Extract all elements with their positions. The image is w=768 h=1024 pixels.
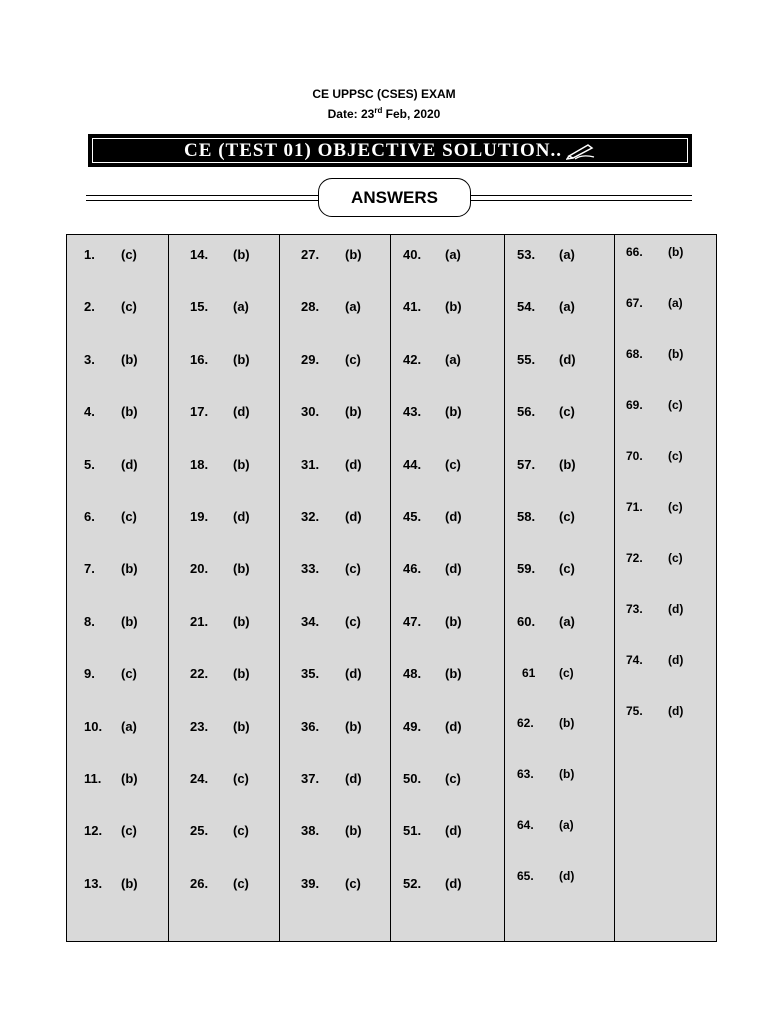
question-number: 30.	[301, 404, 320, 420]
answer-option: (a)	[559, 613, 575, 629]
answer-option: (b)	[345, 718, 362, 734]
question-number: 27.	[301, 247, 320, 262]
answers-heading: ANSWERS	[318, 178, 471, 217]
answer-option: (d)	[559, 351, 576, 367]
column-divider	[168, 235, 169, 941]
answer-item	[301, 718, 362, 734]
answer-item	[626, 245, 684, 259]
answer-item	[84, 404, 138, 420]
answer-item	[522, 666, 574, 681]
answer-option: (c)	[559, 666, 574, 681]
date-superscript: rd	[374, 106, 383, 115]
answer-option: (b)	[233, 613, 250, 629]
answer-item	[301, 404, 362, 420]
answer-option: (a)	[559, 299, 575, 315]
answer-item	[517, 716, 575, 730]
answer-option: (b)	[668, 245, 684, 259]
answer-item	[517, 613, 575, 629]
question-number: 74.	[626, 653, 643, 667]
answer-option: (b)	[121, 771, 138, 786]
answer-option: (a)	[345, 299, 361, 315]
answer-item	[517, 299, 575, 315]
answer-item	[403, 875, 462, 891]
question-number: 69.	[626, 398, 643, 412]
question-number: 54.	[517, 299, 536, 315]
question-number: 22.	[190, 666, 209, 682]
answer-option: (a)	[445, 351, 461, 367]
exam-date	[0, 106, 768, 121]
question-number: 11.	[84, 771, 102, 786]
answer-item	[190, 823, 249, 839]
question-number: 59.	[517, 561, 536, 577]
answer-option: (b)	[445, 299, 462, 315]
question-number: 5.	[84, 456, 95, 472]
question-number: 40.	[403, 247, 422, 262]
answer-item	[403, 666, 462, 682]
answer-item	[301, 666, 362, 682]
answer-option: (c)	[345, 561, 361, 577]
answer-item	[403, 299, 462, 315]
answer-option: (d)	[121, 456, 138, 472]
answer-item	[84, 666, 137, 682]
question-number: 1.	[84, 247, 95, 262]
answer-option: (c)	[445, 456, 461, 472]
answer-item	[84, 823, 137, 839]
answer-item	[517, 509, 575, 524]
answer-option: (d)	[668, 704, 684, 718]
answer-item	[403, 456, 461, 472]
answer-item	[403, 351, 461, 367]
question-number: 39.	[301, 875, 320, 891]
question-number: 4.	[84, 404, 95, 420]
answer-item	[626, 602, 684, 616]
answer-option: (a)	[445, 247, 461, 262]
answer-option: (c)	[668, 500, 683, 514]
question-number: 48.	[403, 666, 422, 682]
answer-option: (c)	[121, 666, 137, 682]
answer-item	[301, 299, 361, 315]
question-number: 12.	[84, 823, 103, 839]
answer-item	[517, 869, 575, 883]
answer-item	[84, 351, 138, 367]
answer-option: (b)	[559, 456, 576, 472]
answer-item	[626, 704, 684, 718]
answer-item	[626, 449, 683, 463]
answer-option: (d)	[345, 509, 362, 524]
answer-grid	[66, 234, 717, 942]
answer-item	[403, 247, 461, 262]
answer-item	[517, 456, 576, 472]
answer-item	[84, 299, 137, 315]
answer-option: (d)	[445, 561, 462, 577]
answer-item	[403, 718, 462, 734]
answer-option: (b)	[445, 613, 462, 629]
answer-option: (c)	[668, 449, 683, 463]
answer-item	[84, 561, 138, 577]
answer-item	[517, 818, 574, 832]
question-number: 70.	[626, 449, 643, 463]
answer-item	[626, 347, 684, 361]
answer-item	[403, 561, 462, 577]
answer-option: (b)	[233, 456, 250, 472]
answer-item	[190, 351, 250, 367]
question-number: 21.	[190, 613, 209, 629]
answer-item	[190, 666, 250, 682]
question-number: 16.	[190, 351, 209, 367]
question-number: 60.	[517, 613, 536, 629]
answer-option: (d)	[668, 602, 684, 616]
exam-title: CE UPPSC (CSES) EXAM	[312, 87, 456, 101]
answer-item	[517, 351, 576, 367]
answer-option: (a)	[668, 296, 683, 310]
answer-option: (b)	[233, 718, 250, 734]
question-number: 9.	[84, 666, 95, 682]
answer-item	[190, 875, 249, 891]
question-number: 72.	[626, 551, 643, 565]
answer-item	[190, 404, 250, 420]
question-number: 38.	[301, 823, 320, 839]
question-number: 25.	[190, 823, 209, 839]
question-number: 63.	[517, 767, 534, 781]
answer-option: (d)	[445, 823, 462, 839]
question-number: 47.	[403, 613, 422, 629]
answer-option: (d)	[445, 875, 462, 891]
answer-option: (c)	[559, 404, 575, 420]
question-number: 10.	[84, 718, 103, 734]
question-number: 36.	[301, 718, 320, 734]
answer-item	[190, 771, 249, 786]
question-number: 58.	[517, 509, 536, 524]
answer-item	[403, 771, 461, 786]
answer-option: (b)	[345, 247, 362, 262]
answer-option: (b)	[233, 666, 250, 682]
question-number: 51.	[403, 823, 422, 839]
answer-item	[190, 247, 250, 262]
answer-option: (c)	[559, 509, 575, 524]
answer-option: (b)	[121, 351, 138, 367]
answer-option: (a)	[121, 718, 137, 734]
column-divider	[614, 235, 615, 941]
answer-item	[190, 561, 250, 577]
answer-option: (c)	[121, 823, 137, 839]
question-number: 55.	[517, 351, 536, 367]
answer-option: (d)	[445, 509, 462, 524]
question-number: 19.	[190, 509, 209, 524]
answer-item	[190, 299, 249, 315]
answer-item	[517, 404, 575, 420]
question-number: 32.	[301, 509, 320, 524]
answer-option: (c)	[668, 398, 683, 412]
answer-item	[84, 613, 138, 629]
answer-option: (a)	[559, 818, 574, 832]
answer-item	[403, 823, 462, 839]
answer-option: (d)	[233, 509, 250, 524]
question-number: 71.	[626, 500, 643, 514]
answer-item	[301, 509, 362, 524]
answer-option: (b)	[233, 247, 250, 262]
pen-writing-icon	[566, 142, 596, 160]
answer-option: (c)	[345, 613, 361, 629]
question-number: 18.	[190, 456, 209, 472]
answer-option: (d)	[233, 404, 250, 420]
answer-item	[517, 247, 575, 262]
answer-item	[84, 875, 138, 891]
question-number: 75.	[626, 704, 643, 718]
answer-item	[301, 247, 362, 262]
question-number: 66.	[626, 245, 643, 259]
question-number: 57.	[517, 456, 536, 472]
answer-option: (d)	[345, 456, 362, 472]
answer-option: (d)	[559, 869, 575, 883]
question-number: 49.	[403, 718, 422, 734]
answer-item	[84, 718, 137, 734]
question-number: 37.	[301, 771, 320, 786]
question-number: 42.	[403, 351, 422, 367]
answer-item	[301, 561, 361, 577]
answer-option: (d)	[345, 771, 362, 786]
answer-item	[84, 771, 138, 786]
answer-item	[403, 613, 462, 629]
answer-option: (d)	[445, 718, 462, 734]
answer-item	[84, 456, 138, 472]
answer-option: (b)	[559, 716, 575, 730]
question-number: 44.	[403, 456, 422, 472]
question-number: 26.	[190, 875, 209, 891]
answer-item	[190, 718, 250, 734]
answer-item	[517, 561, 575, 577]
answer-item	[403, 404, 462, 420]
answer-option: (d)	[345, 666, 362, 682]
answer-option: (a)	[559, 247, 575, 262]
question-number: 50.	[403, 771, 422, 786]
question-number: 52.	[403, 875, 422, 891]
question-number: 61	[522, 666, 536, 681]
answer-item	[403, 509, 462, 524]
answer-option: (c)	[121, 247, 137, 262]
question-number: 45.	[403, 509, 422, 524]
answer-option: (d)	[668, 653, 684, 667]
question-number: 24.	[190, 771, 209, 786]
answer-option: (c)	[233, 823, 249, 839]
answer-item	[626, 296, 683, 310]
date-prefix: Date: 23	[327, 107, 375, 121]
answer-option: (b)	[668, 347, 684, 361]
question-number: 6.	[84, 509, 95, 524]
question-number: 68.	[626, 347, 643, 361]
answer-item	[84, 509, 137, 524]
answer-option: (c)	[233, 771, 249, 786]
question-number: 20.	[190, 561, 209, 577]
answer-option: (c)	[345, 875, 361, 891]
question-number: 65.	[517, 869, 534, 883]
answer-option: (b)	[121, 404, 138, 420]
column-divider	[504, 235, 505, 941]
column-divider	[279, 235, 280, 941]
date-suffix: Feb, 2020	[382, 107, 441, 121]
question-number: 2.	[84, 299, 95, 315]
question-number: 53.	[517, 247, 536, 262]
question-number: 7.	[84, 561, 95, 577]
answer-item	[626, 398, 683, 412]
answer-option: (b)	[345, 823, 362, 839]
answer-item	[301, 823, 362, 839]
answer-option: (b)	[121, 613, 138, 629]
answer-item	[190, 613, 250, 629]
answer-item	[190, 456, 250, 472]
question-number: 62.	[517, 716, 534, 730]
question-number: 23.	[190, 718, 209, 734]
question-number: 56.	[517, 404, 536, 420]
answer-option: (c)	[233, 875, 249, 891]
question-number: 28.	[301, 299, 320, 315]
banner-frame	[92, 138, 688, 163]
answer-option: (b)	[345, 404, 362, 420]
answer-item	[301, 456, 362, 472]
question-number: 17.	[190, 404, 209, 420]
answer-option: (c)	[559, 561, 575, 577]
question-number: 73.	[626, 602, 643, 616]
question-number: 46.	[403, 561, 422, 577]
answer-option: (c)	[121, 299, 137, 315]
answer-item	[301, 875, 361, 891]
answer-option: (b)	[559, 767, 575, 781]
question-number: 67.	[626, 296, 643, 310]
answer-item	[301, 771, 362, 786]
question-number: 3.	[84, 351, 95, 367]
question-number: 34.	[301, 613, 320, 629]
column-divider	[390, 235, 391, 941]
question-number: 31.	[301, 456, 320, 472]
answer-option: (b)	[445, 404, 462, 420]
answer-option: (b)	[121, 875, 138, 891]
answer-option: (c)	[121, 509, 137, 524]
answer-item	[517, 767, 575, 781]
answer-option: (b)	[121, 561, 138, 577]
answer-item	[84, 247, 137, 262]
question-number: 33.	[301, 561, 320, 577]
answer-item	[626, 500, 683, 514]
answer-item	[626, 653, 684, 667]
banner-title: CE (TEST 01) OBJECTIVE SOLUTION..	[184, 139, 562, 161]
question-number: 43.	[403, 404, 422, 420]
answer-option: (c)	[668, 551, 683, 565]
answer-option: (c)	[345, 351, 361, 367]
answer-option: (b)	[233, 561, 250, 577]
question-number: 64.	[517, 818, 534, 832]
question-number: 14.	[190, 247, 209, 262]
question-number: 8.	[84, 613, 95, 629]
answer-option: (c)	[445, 771, 461, 786]
answer-item	[626, 551, 683, 565]
question-number: 35.	[301, 666, 320, 682]
question-number: 13.	[84, 875, 103, 891]
answer-option: (b)	[233, 351, 250, 367]
answer-item	[301, 613, 361, 629]
answer-item	[190, 509, 250, 524]
question-number: 15.	[190, 299, 209, 315]
question-number: 41.	[403, 299, 422, 315]
solution-banner	[88, 134, 692, 167]
question-number: 29.	[301, 351, 320, 367]
answer-option: (b)	[445, 666, 462, 682]
answer-item	[301, 351, 361, 367]
answer-option: (a)	[233, 299, 249, 315]
